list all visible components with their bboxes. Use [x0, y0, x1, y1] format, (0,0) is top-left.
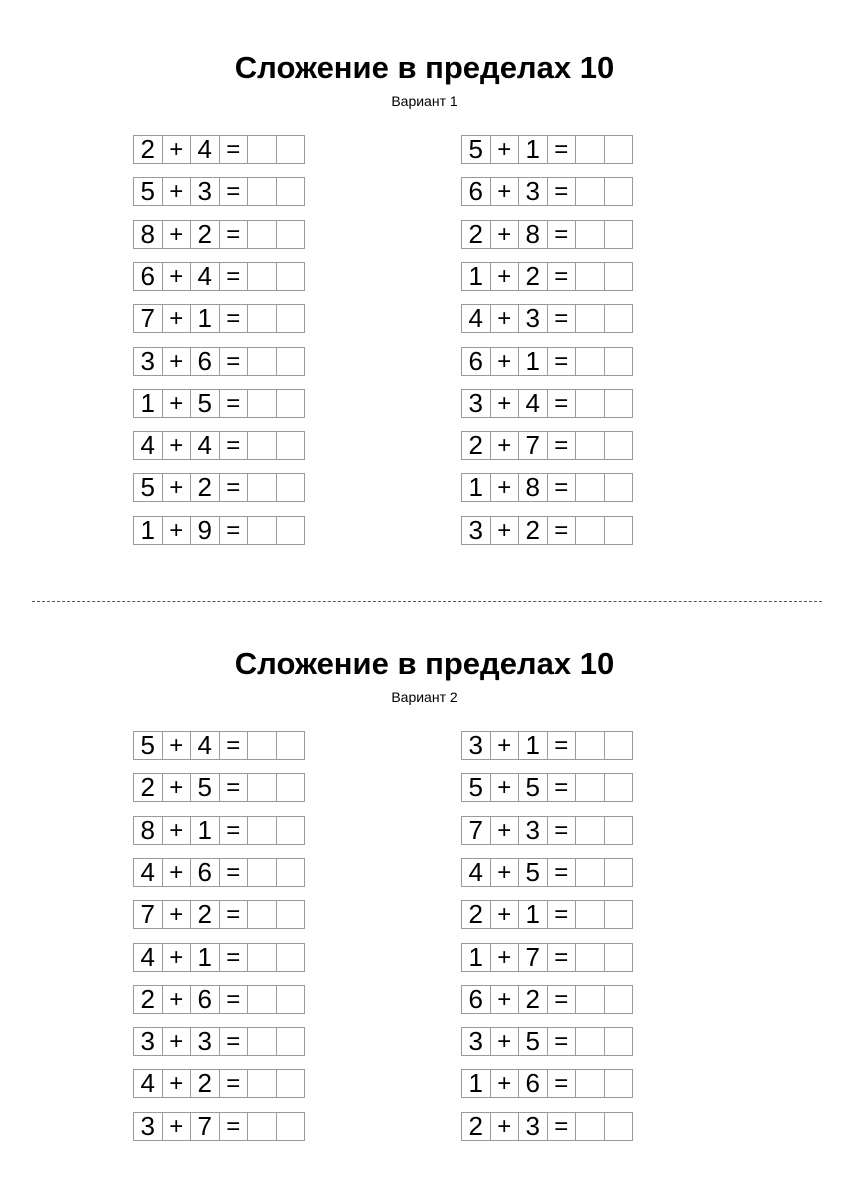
addend-cell: 8 — [518, 220, 548, 249]
plus-sign-cell: + — [490, 816, 520, 845]
plus-sign-cell: + — [162, 858, 192, 887]
addend-cell: 5 — [518, 773, 548, 802]
problem-row — [461, 858, 633, 887]
addend-cell: 7 — [133, 304, 163, 333]
equals-sign-cell: = — [547, 135, 577, 164]
plus-sign-cell: + — [490, 1027, 520, 1056]
cut-line-divider — [32, 601, 822, 602]
addend-cell: 9 — [190, 516, 220, 545]
plus-sign-cell: + — [162, 135, 192, 164]
answer-box[interactable] — [276, 858, 306, 887]
problem-row — [461, 731, 633, 760]
addend-cell: 2 — [133, 985, 163, 1014]
answer-box[interactable] — [276, 431, 306, 460]
answer-box[interactable] — [604, 389, 634, 418]
plus-sign-cell: + — [490, 177, 520, 206]
problem-row — [461, 473, 633, 502]
answer-box[interactable] — [575, 731, 605, 760]
answer-box[interactable] — [276, 262, 306, 291]
problem-row — [461, 135, 633, 164]
answer-box[interactable] — [276, 135, 306, 164]
addend-cell: 1 — [461, 262, 491, 291]
problem-row — [461, 816, 633, 845]
equals-sign-cell: = — [547, 1027, 577, 1056]
addend-cell: 2 — [190, 473, 220, 502]
addend-cell: 1 — [518, 347, 548, 376]
addend-cell: 3 — [518, 816, 548, 845]
answer-box[interactable] — [247, 304, 277, 333]
addend-cell: 2 — [461, 431, 491, 460]
answer-box[interactable] — [604, 347, 634, 376]
answer-box[interactable] — [604, 858, 634, 887]
equals-sign-cell: = — [547, 985, 577, 1014]
addend-cell: 2 — [518, 985, 548, 1014]
answer-box[interactable] — [247, 177, 277, 206]
equals-sign-cell: = — [219, 177, 249, 206]
answer-box[interactable] — [247, 900, 277, 929]
equals-sign-cell: = — [547, 900, 577, 929]
problem-row — [461, 431, 633, 460]
addend-cell: 3 — [461, 389, 491, 418]
equals-sign-cell: = — [547, 858, 577, 887]
addend-cell: 1 — [518, 900, 548, 929]
addend-cell: 5 — [133, 473, 163, 502]
problem-row — [461, 1112, 633, 1141]
equals-sign-cell: = — [547, 943, 577, 972]
addend-cell: 2 — [461, 900, 491, 929]
problem-row — [461, 262, 633, 291]
addend-cell: 2 — [133, 773, 163, 802]
addend-cell: 6 — [518, 1069, 548, 1098]
plus-sign-cell: + — [490, 1069, 520, 1098]
plus-sign-cell: + — [162, 389, 192, 418]
plus-sign-cell: + — [490, 773, 520, 802]
problem-row — [133, 220, 305, 249]
problem-row — [133, 1027, 305, 1056]
addend-cell: 1 — [461, 1069, 491, 1098]
answer-box[interactable] — [575, 135, 605, 164]
plus-sign-cell: + — [162, 431, 192, 460]
answer-box[interactable] — [575, 943, 605, 972]
addend-cell: 1 — [190, 304, 220, 333]
problem-row — [461, 516, 633, 545]
problem-row — [133, 135, 305, 164]
answer-box[interactable] — [276, 943, 306, 972]
equals-sign-cell: = — [219, 1027, 249, 1056]
addend-cell: 4 — [133, 943, 163, 972]
answer-box[interactable] — [247, 943, 277, 972]
equals-sign-cell: = — [219, 473, 249, 502]
plus-sign-cell: + — [162, 220, 192, 249]
plus-sign-cell: + — [162, 773, 192, 802]
addend-cell: 3 — [190, 1027, 220, 1056]
answer-box[interactable] — [604, 731, 634, 760]
addend-cell: 1 — [190, 943, 220, 972]
answer-box[interactable] — [276, 516, 306, 545]
problem-row — [133, 943, 305, 972]
answer-box[interactable] — [604, 900, 634, 929]
addend-cell: 5 — [190, 773, 220, 802]
addend-cell: 2 — [461, 220, 491, 249]
addend-cell: 2 — [190, 900, 220, 929]
problem-row — [461, 347, 633, 376]
answer-box[interactable] — [604, 985, 634, 1014]
addend-cell: 5 — [190, 389, 220, 418]
equals-sign-cell: = — [219, 943, 249, 972]
plus-sign-cell: + — [490, 858, 520, 887]
problem-row — [461, 773, 633, 802]
problem-row — [133, 816, 305, 845]
addend-cell: 3 — [461, 516, 491, 545]
plus-sign-cell: + — [490, 1112, 520, 1141]
plus-sign-cell: + — [162, 1069, 192, 1098]
problem-row — [133, 900, 305, 929]
answer-box[interactable] — [604, 177, 634, 206]
problem-row — [461, 389, 633, 418]
addend-cell: 1 — [133, 389, 163, 418]
equals-sign-cell: = — [547, 773, 577, 802]
answer-box[interactable] — [604, 943, 634, 972]
problem-row — [461, 985, 633, 1014]
plus-sign-cell: + — [490, 473, 520, 502]
plus-sign-cell: + — [162, 473, 192, 502]
equals-sign-cell: = — [219, 985, 249, 1014]
addend-cell: 6 — [190, 858, 220, 887]
addend-cell: 2 — [190, 1069, 220, 1098]
addend-cell: 3 — [133, 347, 163, 376]
addend-cell: 8 — [133, 816, 163, 845]
variant-label: Вариант 1 — [391, 93, 458, 109]
answer-box[interactable] — [276, 473, 306, 502]
addend-cell: 7 — [190, 1112, 220, 1141]
answer-box[interactable] — [575, 985, 605, 1014]
answer-box[interactable] — [247, 731, 277, 760]
addend-cell: 6 — [461, 347, 491, 376]
plus-sign-cell: + — [162, 943, 192, 972]
answer-box[interactable] — [247, 1027, 277, 1056]
addend-cell: 6 — [190, 347, 220, 376]
addend-cell: 4 — [190, 262, 220, 291]
addend-cell: 2 — [461, 1112, 491, 1141]
answer-box[interactable] — [247, 1069, 277, 1098]
addend-cell: 5 — [518, 1027, 548, 1056]
problem-row — [133, 304, 305, 333]
problem-row — [133, 1069, 305, 1098]
answer-box[interactable] — [276, 731, 306, 760]
equals-sign-cell: = — [547, 473, 577, 502]
plus-sign-cell: + — [490, 985, 520, 1014]
equals-sign-cell: = — [219, 858, 249, 887]
addend-cell: 5 — [133, 731, 163, 760]
problem-row — [133, 731, 305, 760]
problem-row — [461, 1069, 633, 1098]
answer-box[interactable] — [247, 773, 277, 802]
plus-sign-cell: + — [162, 985, 192, 1014]
problem-row — [133, 985, 305, 1014]
addend-cell: 6 — [133, 262, 163, 291]
addend-cell: 1 — [461, 473, 491, 502]
problem-row — [133, 516, 305, 545]
problem-row — [133, 389, 305, 418]
plus-sign-cell: + — [162, 177, 192, 206]
plus-sign-cell: + — [490, 304, 520, 333]
equals-sign-cell: = — [547, 347, 577, 376]
answer-box[interactable] — [575, 1069, 605, 1098]
answer-box[interactable] — [575, 177, 605, 206]
addend-cell: 3 — [518, 1112, 548, 1141]
answer-box[interactable] — [604, 816, 634, 845]
plus-sign-cell: + — [162, 516, 192, 545]
plus-sign-cell: + — [490, 900, 520, 929]
plus-sign-cell: + — [490, 220, 520, 249]
answer-box[interactable] — [247, 816, 277, 845]
plus-sign-cell: + — [162, 262, 192, 291]
variant-label: Вариант 2 — [391, 689, 458, 705]
answer-box[interactable] — [276, 773, 306, 802]
addend-cell: 4 — [518, 389, 548, 418]
problem-row — [461, 900, 633, 929]
answer-box[interactable] — [276, 1027, 306, 1056]
problem-row — [133, 347, 305, 376]
answer-box[interactable] — [575, 220, 605, 249]
answer-box[interactable] — [276, 900, 306, 929]
plus-sign-cell: + — [162, 816, 192, 845]
answer-box[interactable] — [247, 473, 277, 502]
answer-box[interactable] — [575, 858, 605, 887]
plus-sign-cell: + — [490, 516, 520, 545]
equals-sign-cell: = — [219, 516, 249, 545]
equals-sign-cell: = — [219, 431, 249, 460]
answer-box[interactable] — [604, 1069, 634, 1098]
answer-box[interactable] — [604, 1027, 634, 1056]
answer-box[interactable] — [247, 389, 277, 418]
addend-cell: 2 — [518, 516, 548, 545]
answer-box[interactable] — [575, 262, 605, 291]
equals-sign-cell: = — [547, 816, 577, 845]
addend-cell: 4 — [190, 431, 220, 460]
problem-row — [133, 431, 305, 460]
equals-sign-cell: = — [219, 262, 249, 291]
addend-cell: 5 — [461, 135, 491, 164]
addend-cell: 4 — [133, 1069, 163, 1098]
addend-cell: 3 — [133, 1027, 163, 1056]
addend-cell: 8 — [518, 473, 548, 502]
equals-sign-cell: = — [547, 431, 577, 460]
answer-box[interactable] — [575, 900, 605, 929]
equals-sign-cell: = — [219, 389, 249, 418]
problem-row — [133, 1112, 305, 1141]
answer-box[interactable] — [276, 220, 306, 249]
addend-cell: 1 — [461, 943, 491, 972]
equals-sign-cell: = — [219, 731, 249, 760]
answer-box[interactable] — [575, 816, 605, 845]
addend-cell: 6 — [461, 177, 491, 206]
answer-box[interactable] — [276, 389, 306, 418]
problem-row — [133, 262, 305, 291]
plus-sign-cell: + — [162, 304, 192, 333]
addend-cell: 1 — [518, 135, 548, 164]
addend-cell: 2 — [518, 262, 548, 291]
addend-cell: 3 — [461, 1027, 491, 1056]
addend-cell: 4 — [190, 731, 220, 760]
answer-box[interactable] — [604, 516, 634, 545]
answer-box[interactable] — [604, 262, 634, 291]
equals-sign-cell: = — [219, 1112, 249, 1141]
answer-box[interactable] — [575, 347, 605, 376]
answer-box[interactable] — [247, 262, 277, 291]
addend-cell: 7 — [133, 900, 163, 929]
plus-sign-cell: + — [162, 731, 192, 760]
equals-sign-cell: = — [547, 516, 577, 545]
answer-box[interactable] — [247, 858, 277, 887]
problem-row — [461, 943, 633, 972]
problem-row — [133, 177, 305, 206]
answer-box[interactable] — [575, 773, 605, 802]
plus-sign-cell: + — [490, 135, 520, 164]
addend-cell: 2 — [133, 135, 163, 164]
addend-cell: 7 — [518, 943, 548, 972]
plus-sign-cell: + — [490, 731, 520, 760]
problem-row — [133, 858, 305, 887]
addend-cell: 5 — [133, 177, 163, 206]
equals-sign-cell: = — [547, 220, 577, 249]
answer-box[interactable] — [276, 304, 306, 333]
answer-box[interactable] — [247, 1112, 277, 1141]
equals-sign-cell: = — [547, 177, 577, 206]
answer-box[interactable] — [604, 1112, 634, 1141]
answer-box[interactable] — [276, 985, 306, 1014]
problem-row — [461, 1027, 633, 1056]
addend-cell: 1 — [133, 516, 163, 545]
addend-cell: 3 — [518, 304, 548, 333]
addend-cell: 4 — [133, 431, 163, 460]
answer-box[interactable] — [247, 347, 277, 376]
answer-box[interactable] — [575, 431, 605, 460]
addend-cell: 5 — [518, 858, 548, 887]
addend-cell: 4 — [133, 858, 163, 887]
equals-sign-cell: = — [219, 1069, 249, 1098]
problem-row — [133, 773, 305, 802]
addend-cell: 3 — [190, 177, 220, 206]
answer-box[interactable] — [575, 1112, 605, 1141]
equals-sign-cell: = — [547, 389, 577, 418]
problem-row — [461, 177, 633, 206]
addend-cell: 1 — [190, 816, 220, 845]
equals-sign-cell: = — [219, 773, 249, 802]
addend-cell: 3 — [133, 1112, 163, 1141]
answer-box[interactable] — [575, 473, 605, 502]
answer-box[interactable] — [604, 473, 634, 502]
answer-box[interactable] — [604, 431, 634, 460]
answer-box[interactable] — [247, 220, 277, 249]
answer-box[interactable] — [575, 389, 605, 418]
addend-cell: 7 — [461, 816, 491, 845]
addend-cell: 1 — [518, 731, 548, 760]
addend-cell: 4 — [461, 858, 491, 887]
answer-box[interactable] — [247, 431, 277, 460]
equals-sign-cell: = — [547, 1069, 577, 1098]
problem-row — [461, 220, 633, 249]
equals-sign-cell: = — [219, 900, 249, 929]
answer-box[interactable] — [276, 816, 306, 845]
equals-sign-cell: = — [219, 347, 249, 376]
page-title: Сложение в пределах 10 — [234, 50, 615, 85]
answer-box[interactable] — [276, 347, 306, 376]
answer-box[interactable] — [276, 1069, 306, 1098]
answer-box[interactable] — [604, 304, 634, 333]
equals-sign-cell: = — [547, 1112, 577, 1141]
page-title: Сложение в пределах 10 — [234, 646, 615, 681]
equals-sign-cell: = — [547, 304, 577, 333]
addend-cell: 3 — [518, 177, 548, 206]
addend-cell: 4 — [461, 304, 491, 333]
addend-cell: 5 — [461, 773, 491, 802]
equals-sign-cell: = — [547, 262, 577, 291]
answer-box[interactable] — [575, 1027, 605, 1056]
answer-box[interactable] — [247, 135, 277, 164]
plus-sign-cell: + — [490, 431, 520, 460]
answer-box[interactable] — [276, 1112, 306, 1141]
plus-sign-cell: + — [162, 900, 192, 929]
addend-cell: 3 — [461, 731, 491, 760]
answer-box[interactable] — [247, 516, 277, 545]
answer-box[interactable] — [604, 135, 634, 164]
answer-box[interactable] — [575, 304, 605, 333]
plus-sign-cell: + — [490, 262, 520, 291]
plus-sign-cell: + — [490, 943, 520, 972]
answer-box[interactable] — [575, 516, 605, 545]
problem-row — [133, 473, 305, 502]
addend-cell: 7 — [518, 431, 548, 460]
answer-box[interactable] — [276, 177, 306, 206]
equals-sign-cell: = — [547, 731, 577, 760]
answer-box[interactable] — [604, 773, 634, 802]
answer-box[interactable] — [247, 985, 277, 1014]
plus-sign-cell: + — [490, 389, 520, 418]
answer-box[interactable] — [604, 220, 634, 249]
addend-cell: 2 — [190, 220, 220, 249]
equals-sign-cell: = — [219, 220, 249, 249]
equals-sign-cell: = — [219, 816, 249, 845]
addend-cell: 6 — [190, 985, 220, 1014]
plus-sign-cell: + — [162, 347, 192, 376]
addend-cell: 8 — [133, 220, 163, 249]
equals-sign-cell: = — [219, 304, 249, 333]
plus-sign-cell: + — [162, 1112, 192, 1141]
plus-sign-cell: + — [490, 347, 520, 376]
equals-sign-cell: = — [219, 135, 249, 164]
addend-cell: 6 — [461, 985, 491, 1014]
plus-sign-cell: + — [162, 1027, 192, 1056]
problem-row — [461, 304, 633, 333]
addend-cell: 4 — [190, 135, 220, 164]
